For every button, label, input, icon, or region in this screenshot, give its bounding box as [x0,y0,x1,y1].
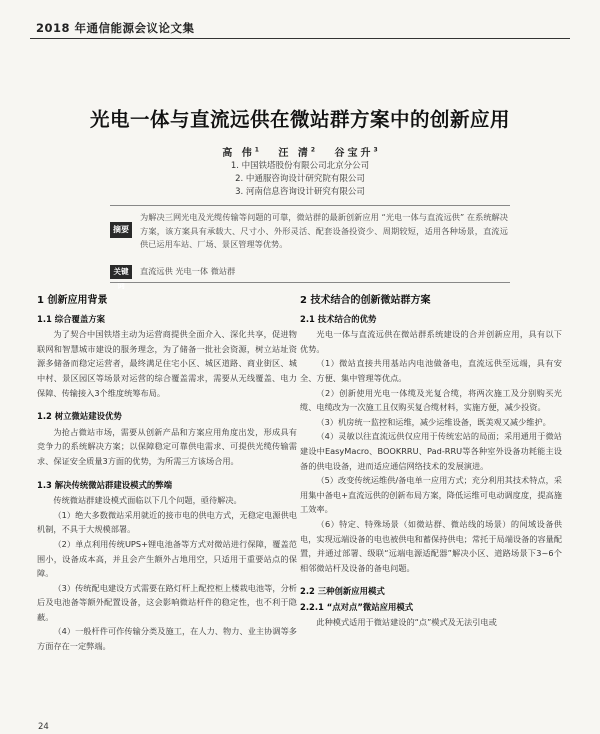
paragraph-gap [37,469,297,478]
keywords-tag: 关键词 [110,265,132,279]
subsection-heading: 1.3 解决传统微站群建设模式的弊端 [37,479,173,490]
body-paragraph: （4）灵敏以往直流远供仅应用于传统宏站的局面；采用通用于微站建设中EasyMacro、BOOKRRU、Pad-RRU等各种室外设备功耗能主设备的供电设备，进而适应通信网络技术的发展演进。 [300,431,562,471]
body-paragraph: （2）创新使用光电一体缆及光复合缆，将两次施工及分别购买光缆、电缆改为一次施工且仅购买复合缆材料，实施方便，减少投资。 [300,387,562,413]
body-paragraph: （6）特定、特殊场景（如微站群、微站线的场景）的间域设备供电，实现远端设备的电也被供电和蓄保持供电；常托于局端设备的容量配置，并通过部署、级联“远端电源适配器”解决小区、道路场景下3~6个相邻微站杆及设备的备电问题。 [300,518,563,573]
author-mark: 3 [373,146,378,154]
author-mark: 1 [254,146,259,154]
abstract-tag: 摘要 [110,222,132,238]
abstract-text: 为解决三网光电及光缆传输等问题的可靠，微站群的最新创新应用 “光电一体与直流远供” 在系统解决方案，该方案具有承载大、尺寸小、外形灵活、配套设备投资少、周期较短，适用各种场景，直流远供已运用车站、厂场、景区管理等优势。 [140,212,508,249]
right-column [300,294,562,630]
subsection-heading: 2.2.1 “点对点”微站应用模式 [300,601,414,612]
keywords-text: 直流远供 光电一体 微站群 [140,266,236,276]
body-paragraph: 为抢占微站市场，需要从创新产品和方案应用角度出发，形成具有竞争力的系统解决方案；以保障稳定可靠供电需求、可提供光缆传输需求、保证安全质量3方面的优势，为所需三方该场合用。 [37,426,297,466]
author-name: 高 伟 [222,148,255,159]
section-heading: 2 技术结合的创新微站群方案 [300,295,431,306]
subsection-heading: 2.2 三种创新应用模式 [300,586,385,597]
article-title: 光电一体与直流远供在微站群方案中的创新应用 [89,108,510,131]
body-paragraph: 传统微站群建设模式面临以下几个问题，亟待解决。 [53,495,242,506]
page-number: 24 [38,722,49,732]
author-name: 汪 清 [278,148,311,159]
affiliation-line: 2. 中通服咨询设计研究院有限公司 [235,174,365,185]
subsection-heading: 2.1 技术结合的优势 [300,313,377,324]
body-paragraph: 为了契合中国铁塔主动为运营商提供全面介入、深化共享，促进物联网和智慧城市建设的服务理念，为了储备一批社会资源，树立站址资源多储备而稳定运营者，最终满足住宅小区、城区道路、商业街区、城中村、景区园区等场景对运营的综合覆盖需求，需要从无线覆盖、电力保障、传输接入3个维度统筹布局。 [37,329,297,398]
body-paragraph: （4）一般杆件可作传输分类及施工，在人力、物力、业主协调等多方面存在一定弊端。 [37,626,297,652]
body-paragraph: （3）传统配电建设方式需要在路灯杆上配控柜上楼栽电池等，分析后及电池备等额外配置设备，这会影响微站杆件的稳定性，也不利于隐蔽。 [37,582,297,622]
paragraph-gap [300,575,562,584]
section-heading: 1 创新应用背景 [37,295,108,306]
body-paragraph: （5）改变传统运维供/备电单一应用方式；充分利用其技术特点，采用集中备电+直流远供的创新布局方案，降低运维可电动调度度，提高施工效率。 [300,475,562,515]
body-paragraph: （2）单点利用传统UPS+锂电池备等方式对微站进行保障，覆盖范围小，设备成本高，并且会产生额外占地用空，只适用于重要站点的保障。 [37,538,297,579]
left-column [37,294,297,654]
body-paragraph: （1）微站直接共用基站内电池做备电，直流远供至远端，具有安全、方便、集中管理等优点。 [300,358,562,383]
subsection-heading: 1.2 树立微站建设优势 [37,411,122,422]
affiliation-line: 3. 河南信息咨询设计研究有限公司 [235,187,365,198]
affiliations [0,160,600,200]
abstract-top-rule [110,205,510,206]
running-head: 2018 年通信能源会议论文集 [36,21,195,35]
abstract-bottom-rule [110,282,510,283]
affiliation-line: 1. 中国铁塔股份有限公司北京分公司 [230,161,370,171]
author-name: 谷宝升 [334,148,374,159]
subsection-heading: 1.1 综合覆盖方案 [37,313,106,324]
body-paragraph: 此种模式适用于微站建设的“点”模式及无法引电或 [316,617,497,628]
paragraph-gap [37,400,297,409]
body-paragraph: 光电一体与直流远供在微站群系统建设的合并创新应用，具有以下优势。 [300,329,562,354]
header-rule [30,38,570,39]
body-paragraph: （1）绝大多数微站采用就近的接市电的供电方式，无稳定电源供电机制，不具于大规模部署。 [37,509,297,535]
author-mark: 2 [310,146,316,154]
body-paragraph: （3）机房统一监控和运维，减少运维设备，既美观又减少维护。 [316,416,551,427]
author-line [0,144,600,159]
